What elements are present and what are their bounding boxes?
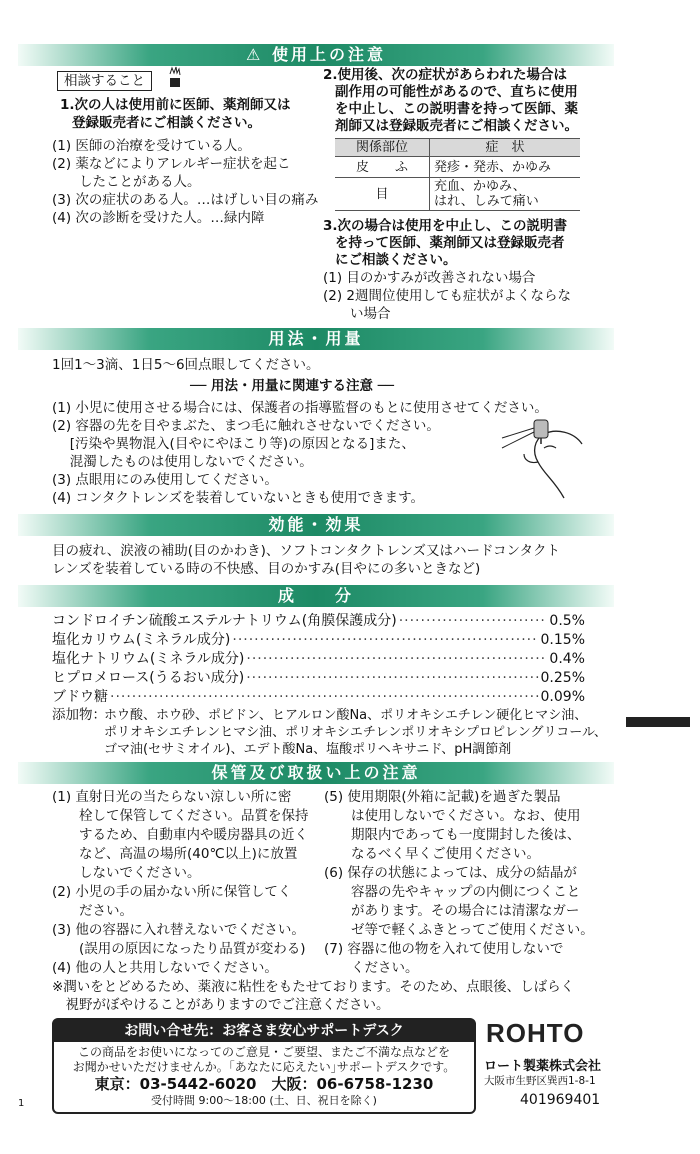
- dosage-subheading: ── 用法・用量に関連する注意 ──: [190, 378, 394, 394]
- storage-line: しないでください。: [52, 865, 201, 881]
- storage-line: など、高温の場所(40℃以上)に放置: [52, 846, 298, 862]
- storage-note-line: ※潤いをとどめるため、薬液に粘性をもたせております。そのため、点眼後、しばらく: [52, 979, 575, 995]
- table-cell-symptom: 発疹・発赤、かゆみ: [430, 157, 581, 178]
- ingredient-row: [52, 650, 585, 669]
- dosage-text: 1回1～3滴、1日5～6回点眼してください。: [52, 357, 320, 373]
- table-row: [335, 157, 580, 178]
- item2-heading-line: 2.使用後、次の症状があらわれた場合は: [323, 67, 568, 83]
- item3-heading-line: を持って医師、薬剤師又は登録販売者: [335, 235, 565, 251]
- eye-drop-illustration: [494, 418, 586, 504]
- additives-label: 添加物：: [52, 707, 106, 723]
- contact-box: [52, 1018, 476, 1114]
- dosage-list-line: (1) 小児に使用させる場合には、保護者の指導監督のもとに使用させてください。: [52, 400, 548, 416]
- storage-line: (誤用の原因になったり品質が変わる): [52, 941, 306, 957]
- efficacy-title: 効能・効果: [18, 514, 614, 536]
- contact-title: お問い合せ先：お客さま安心サポートデスク: [54, 1020, 474, 1042]
- item1-list-line: (3) 次の症状のある人。…はげしい目の痛み: [52, 192, 319, 208]
- storage-line: (1) 直射日光の当たらない涼しい所に密: [52, 789, 292, 805]
- ingredient-name: ブドウ糖: [52, 689, 108, 705]
- dosage-list-line: (3) 点眼用にのみ使用してください。: [52, 472, 278, 488]
- storage-line: (2) 小児の手の届かない所に保管してく: [52, 884, 292, 900]
- storage-line: ゼ等で軽くふきとってご使用ください。: [324, 922, 594, 938]
- item3-list-line: (2) 2週間位使用しても症状がよくならな: [323, 288, 572, 304]
- storage-line: (4) 他の人と共用しないでください。: [52, 960, 278, 976]
- storage-line: 栓して保管してください。品質を保持: [52, 808, 309, 824]
- ingredient-row: [52, 688, 585, 707]
- table-header-row: [335, 139, 580, 157]
- ingredients-title: 成 分: [18, 585, 614, 607]
- ingredient-row: [52, 631, 585, 650]
- table-header-part: 関係部位: [335, 139, 430, 157]
- storage-line: (7) 容器に他の物を入れて使用しないで: [324, 941, 564, 957]
- dosage-title: 用法・用量: [18, 328, 614, 350]
- storage-line: 期限内であっても一度開封した後は、: [324, 827, 581, 843]
- dosage-list-line: 混濁したものは使用しないでください。: [52, 454, 313, 470]
- item3-heading-line: 3.次の場合は使用を中止し、この説明書: [323, 218, 568, 234]
- warning-icon: ⚠: [246, 45, 272, 64]
- ingredient-amount: 0.25%: [540, 670, 585, 686]
- ingredient-name: 塩化ナトリウム(ミネラル成分): [52, 651, 245, 667]
- efficacy-text-line: 目の疲れ、涙液の補助(目のかわき)、ソフトコンタクトレンズ又はハードコンタクト: [52, 543, 560, 559]
- page-number: 1: [18, 1098, 25, 1109]
- company-name: ロート製薬株式会社: [484, 1059, 602, 1074]
- contact-body: [54, 1045, 474, 1075]
- hand-icon: [168, 66, 182, 86]
- ingredient-name: コンドロイチン硫酸エステルナトリウム(角膜保護成分): [52, 613, 397, 629]
- storage-title: 保管及び取扱い上の注意: [18, 762, 614, 784]
- additives-line: ポリオキシエチレンヒマシ油、ポリオキシエチレンポリオキシプロピレングリコール、: [104, 725, 607, 740]
- item3-list-line: (1) 目のかすみが改善されない場合: [323, 270, 536, 286]
- item1-list-line: (2) 薬などによりアレルギー症状を起こ: [52, 156, 291, 172]
- ingredient-amount: 0.15%: [540, 632, 585, 648]
- item1-list-line: したことがある人。: [52, 174, 201, 190]
- ingredient-amount: 0.4%: [549, 651, 585, 667]
- item2-heading-line: 剤師又は登録販売者にご相談ください。: [335, 118, 578, 134]
- ingredient-name: 塩化カリウム(ミネラル成分): [52, 632, 231, 648]
- storage-line: ください。: [324, 960, 419, 976]
- storage-line: するため、自動車内や暖房器具の近く: [52, 827, 308, 843]
- dosage-list-line: (4) コンタクトレンズを装着していないときも使用できます。: [52, 490, 425, 506]
- contact-body-line: この商品をお使いになってのご意見・ご要望、またご不満な点などを: [77, 1045, 450, 1059]
- storage-line: (6) 保存の状態によっては、成分の結晶が: [324, 865, 577, 881]
- company-address: 大阪市生野区巽西1-8-1: [484, 1075, 596, 1087]
- precautions-header: [18, 44, 614, 66]
- item3-list-line: い場合: [323, 306, 391, 322]
- contact-hours: 受付時間 9:00～18:00 (土、日、祝日を除く): [151, 1094, 377, 1107]
- side-effects-table: [335, 138, 580, 211]
- item1-list-line: (1) 医師の治療を受けている人。: [52, 138, 251, 154]
- ingredient-row: [52, 612, 585, 631]
- consult-label: 相談すること: [57, 71, 152, 91]
- rohto-logo: ROHTO: [486, 1018, 585, 1048]
- table-row: [335, 178, 580, 211]
- ingredient-row: [52, 669, 585, 688]
- storage-line: があります。その場合には清潔なガー: [324, 903, 580, 919]
- storage-line: なるべく早くご使用ください。: [324, 846, 540, 862]
- storage-line: (5) 使用期限(外箱に記載)を過ぎた製品: [324, 789, 561, 805]
- storage-line: ださい。: [52, 903, 133, 919]
- dosage-list-line: [汚染や異物混入(目やにやほこり等)の原因となる]また、: [52, 436, 415, 452]
- efficacy-text-line: レンズを装着している時の不快感、目のかすみ(目やにの多いときなど): [52, 561, 481, 577]
- additives-line: ゴマ油(セサミオイル)、エデト酸Na、塩酸ポリヘキサニド、pH調節剤: [104, 742, 512, 757]
- table-header-symptom: 症 状: [430, 139, 581, 157]
- item1-list-line: (4) 次の診断を受けた人。…緑内障: [52, 210, 265, 226]
- table-cell-part: 皮 ふ: [335, 157, 430, 178]
- contact-phones: 東京：03-5442-6020 大阪：06-6758-1230: [94, 1075, 434, 1093]
- item2-heading-line: を中止し、この説明書を持って医師、薬: [335, 101, 578, 117]
- item1-heading-line2: 登録販売者にご相談ください。: [72, 115, 261, 131]
- table-cell-part: 目: [335, 178, 430, 211]
- item3-heading-line: にご相談ください。: [335, 252, 457, 268]
- storage-line: 容器の先やキャップの内側につくこと: [324, 884, 581, 900]
- item2-heading-line: 副作用の可能性があるので、直ちに使用: [335, 84, 578, 100]
- storage-line: (3) 他の容器に入れ替えないでください。: [52, 922, 305, 938]
- storage-note-line: 視野がぼやけることがありますのでご注意ください。: [52, 997, 390, 1013]
- additives-line: ホウ酸、ホウ砂、ポビドン、ヒアルロン酸Na、ポリオキシエチレン硬化ヒマシ油、: [104, 708, 588, 723]
- ingredient-amount: 0.5%: [549, 613, 585, 629]
- dosage-list-line: (2) 容器の先を目やまぶた、まつ毛に触れさせないでください。: [52, 418, 440, 434]
- contact-body-line: お聞かせいただけませんか。｢あなたに応えたい｣サポートデスクです。: [72, 1060, 456, 1074]
- precautions-title: 使用上の注意: [271, 45, 386, 64]
- storage-line: は使用しないでください。なお、使用: [324, 808, 581, 824]
- item1-heading-line1: 1.次の人は使用前に医師、薬剤師又は: [60, 97, 291, 113]
- ingredient-name: ヒプロメロース(うるおい成分): [52, 670, 245, 686]
- table-cell-symptom: 充血、かゆみ、 はれ、しみて痛い: [430, 178, 581, 211]
- edge-mark: [626, 717, 690, 727]
- ingredient-amount: 0.09%: [540, 689, 585, 705]
- product-code: 401969401: [520, 1092, 601, 1108]
